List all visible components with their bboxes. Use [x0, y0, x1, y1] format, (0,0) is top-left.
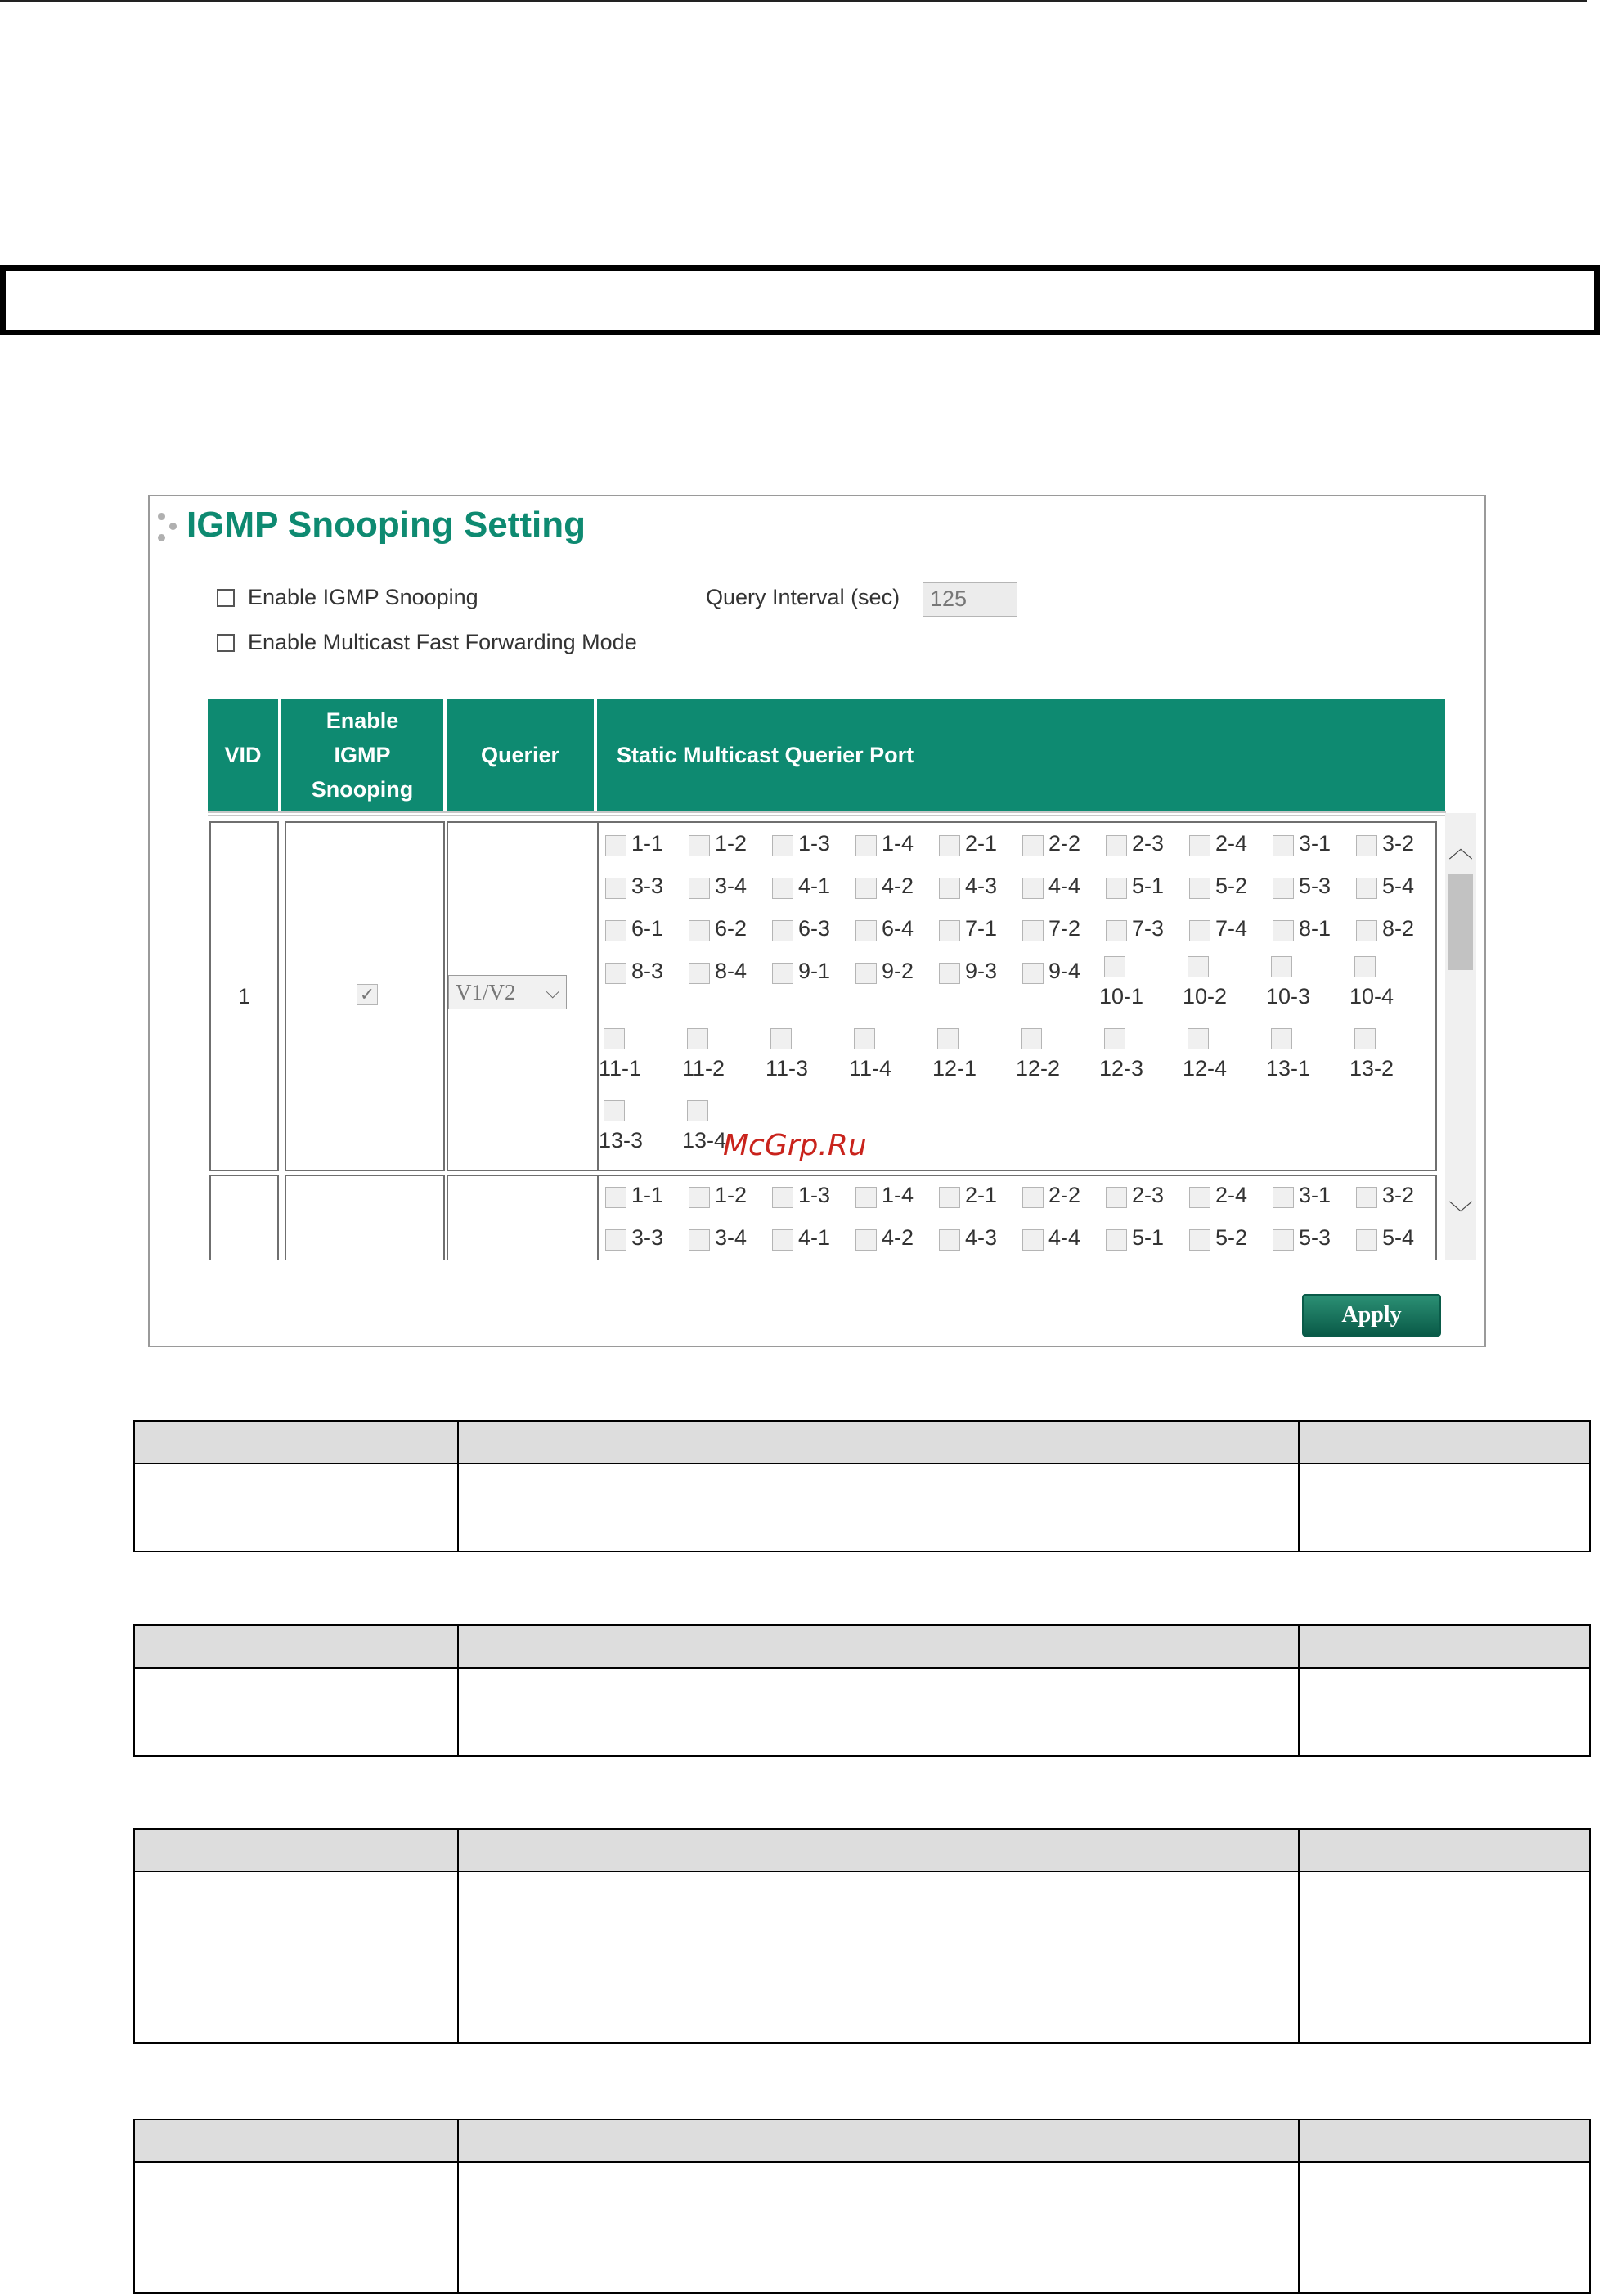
- port-checkbox-1-2[interactable]: [689, 1187, 710, 1208]
- port-checkbox-3-3[interactable]: [605, 1229, 626, 1251]
- header-static-multicast-querier-port: Static Multicast Querier Port: [597, 699, 1445, 811]
- header-divider: [443, 699, 447, 811]
- port-label: 1-3: [798, 1183, 831, 1207]
- port-checkbox-11-1[interactable]: [604, 1028, 625, 1049]
- port-label: 3-3: [631, 1225, 664, 1250]
- port-label: 11-3: [766, 1056, 809, 1081]
- port-checkbox-11-4[interactable]: [854, 1028, 875, 1049]
- port-checkbox-10-4[interactable]: [1354, 956, 1376, 977]
- port-checkbox-5-1[interactable]: [1106, 1229, 1127, 1251]
- port-checkbox-10-1[interactable]: [1104, 956, 1125, 977]
- port-checkbox-4-1[interactable]: [772, 878, 793, 899]
- port-checkbox-3-3[interactable]: [605, 878, 626, 899]
- port-label: 3-4: [715, 1225, 748, 1250]
- port-label: 2-3: [1132, 1183, 1165, 1207]
- port-label: 9-3: [965, 959, 998, 983]
- query-interval-input[interactable]: 125: [923, 582, 1017, 617]
- port-checkbox-6-4[interactable]: [855, 920, 877, 941]
- port-checkbox-1-4[interactable]: [855, 835, 877, 856]
- description-table: [133, 2119, 1591, 2294]
- port-checkbox-4-2[interactable]: [855, 1229, 877, 1251]
- port-label: 2-2: [1048, 1183, 1081, 1207]
- port-checkbox-9-3[interactable]: [939, 963, 960, 984]
- querier-cell: [447, 1175, 600, 1260]
- port-label: 4-2: [882, 1225, 914, 1250]
- port-checkbox-2-2[interactable]: [1022, 835, 1044, 856]
- enable-fast-forwarding-checkbox[interactable]: [217, 634, 235, 652]
- port-label: 11-1: [599, 1056, 642, 1081]
- port-label: 5-2: [1215, 874, 1248, 898]
- port-label: 2-1: [965, 831, 998, 856]
- port-checkbox-5-3[interactable]: [1273, 878, 1294, 899]
- enable-igmp-snooping-option[interactable]: [217, 585, 478, 610]
- port-checkbox-5-2[interactable]: [1189, 1229, 1210, 1251]
- port-checkbox-4-3[interactable]: [939, 1229, 960, 1251]
- port-checkbox-5-4[interactable]: [1356, 1229, 1377, 1251]
- port-label: 2-3: [1132, 831, 1165, 856]
- header-enable-line2: IGMP: [334, 743, 391, 767]
- port-label: 5-1: [1132, 874, 1165, 898]
- port-checkbox-8-2[interactable]: [1356, 920, 1377, 941]
- port-label: 6-1: [631, 916, 664, 941]
- port-checkbox-1-4[interactable]: [855, 1187, 877, 1208]
- port-checkbox-11-3[interactable]: [770, 1028, 792, 1049]
- port-checkbox-6-2[interactable]: [689, 920, 710, 941]
- port-checkbox-7-1[interactable]: [939, 920, 960, 941]
- port-checkbox-5-3[interactable]: [1273, 1229, 1294, 1251]
- table-header-row: [134, 1829, 1590, 1871]
- port-label: 3-2: [1382, 1183, 1415, 1207]
- port-label: 13-2: [1349, 1056, 1394, 1081]
- port-checkbox-13-2[interactable]: [1354, 1028, 1376, 1049]
- port-checkbox-6-3[interactable]: [772, 920, 793, 941]
- chevron-down-icon: ⌵: [546, 982, 559, 1003]
- port-checkbox-3-1[interactable]: [1273, 1187, 1294, 1208]
- port-label: 1-2: [715, 831, 748, 856]
- port-label: 5-4: [1382, 1225, 1415, 1250]
- port-label: 12-1: [932, 1056, 977, 1081]
- port-checkbox-3-4[interactable]: [689, 1229, 710, 1251]
- port-label: 4-3: [965, 1225, 998, 1250]
- port-label: 6-2: [715, 916, 748, 941]
- port-label: 5-2: [1215, 1225, 1248, 1250]
- port-checkbox-13-1[interactable]: [1271, 1028, 1292, 1049]
- header-divider: [278, 699, 281, 811]
- port-checkbox-1-2[interactable]: [689, 835, 710, 856]
- port-label: 12-4: [1183, 1056, 1228, 1081]
- port-label: 2-4: [1215, 831, 1248, 856]
- port-checkbox-1-1[interactable]: [605, 835, 626, 856]
- chevron-down-icon[interactable]: ﹀: [1448, 1201, 1473, 1228]
- port-label: 3-3: [631, 874, 664, 898]
- port-label: 3-4: [715, 874, 748, 898]
- port-checkbox-5-4[interactable]: [1356, 878, 1377, 899]
- table-header-row: [134, 2119, 1590, 2162]
- port-checkbox-10-2[interactable]: [1188, 956, 1209, 977]
- port-label: 7-3: [1132, 916, 1165, 941]
- port-checkbox-9-2[interactable]: [855, 963, 877, 984]
- port-checkbox-1-1[interactable]: [605, 1187, 626, 1208]
- port-label: 5-4: [1382, 874, 1415, 898]
- port-label: 10-1: [1099, 984, 1144, 1009]
- table-row: [134, 1463, 1590, 1552]
- header-enable-line3: Snooping: [311, 777, 414, 802]
- table-row: [134, 1871, 1590, 2043]
- port-checkbox-3-1[interactable]: [1273, 835, 1294, 856]
- port-label: 13-4: [682, 1128, 727, 1152]
- port-label: 13-3: [599, 1128, 644, 1152]
- port-checkbox-13-3[interactable]: [604, 1100, 625, 1121]
- port-checkbox-8-4[interactable]: [689, 963, 710, 984]
- table-header-row: [134, 1625, 1590, 1668]
- port-label: 3-1: [1299, 831, 1331, 856]
- port-checkbox-12-2[interactable]: [1021, 1028, 1042, 1049]
- port-checkbox-2-3[interactable]: [1106, 835, 1127, 856]
- query-interval-label: Query Interval (sec): [706, 585, 900, 609]
- header-enable-igmp-snooping: [281, 699, 443, 811]
- port-label: 9-4: [1048, 959, 1081, 983]
- port-checkbox-12-4[interactable]: [1188, 1028, 1209, 1049]
- querier-value: V1/V2: [456, 979, 516, 1004]
- port-label: 7-2: [1048, 916, 1081, 941]
- chevron-up-icon[interactable]: ︿: [1448, 836, 1473, 863]
- port-checkbox-2-2[interactable]: [1022, 1187, 1044, 1208]
- port-label: 4-1: [798, 874, 831, 898]
- port-label: 10-4: [1349, 984, 1394, 1009]
- enable-igmp-snooping-checkbox[interactable]: [217, 589, 235, 607]
- port-checkbox-13-4[interactable]: [687, 1100, 708, 1121]
- port-label: 1-1: [631, 831, 664, 856]
- port-checkbox-8-1[interactable]: [1273, 920, 1294, 941]
- header-enable-line1: Enable: [326, 708, 399, 733]
- port-label: 2-1: [965, 1183, 998, 1207]
- scrollbar-thumb[interactable]: [1448, 874, 1473, 970]
- description-table: [133, 1828, 1591, 2044]
- port-checkbox-3-2[interactable]: [1356, 835, 1377, 856]
- port-label: 4-1: [798, 1225, 831, 1250]
- port-label: 1-4: [882, 1183, 914, 1207]
- port-label: 13-1: [1266, 1056, 1311, 1081]
- static-port-cell: [597, 821, 1437, 1171]
- port-label: 5-3: [1299, 874, 1331, 898]
- port-label: 4-3: [965, 874, 998, 898]
- port-checkbox-2-3[interactable]: [1106, 1187, 1127, 1208]
- port-checkbox-2-4[interactable]: [1189, 835, 1210, 856]
- port-label: 7-4: [1215, 916, 1248, 941]
- port-label: 9-1: [798, 959, 831, 983]
- vid-cell: [209, 1175, 279, 1260]
- querier-select[interactable]: [448, 975, 567, 1009]
- port-label: 1-2: [715, 1183, 748, 1207]
- apply-button[interactable]: Apply: [1302, 1294, 1441, 1337]
- port-label: 2-4: [1215, 1183, 1248, 1207]
- port-checkbox-10-3[interactable]: [1271, 956, 1292, 977]
- port-label: 10-2: [1183, 984, 1228, 1009]
- header-vid: VID: [208, 699, 278, 811]
- page-top-rule: [0, 0, 1587, 2]
- static-port-cell: [597, 1175, 1437, 1260]
- port-checkbox-8-3[interactable]: [605, 963, 626, 984]
- description-table: [133, 1420, 1591, 1552]
- enable-igmp-snooping-label: Enable IGMP Snooping: [248, 585, 478, 609]
- header-divider: [594, 699, 597, 811]
- port-checkbox-4-2[interactable]: [855, 878, 877, 899]
- port-checkbox-5-2[interactable]: [1189, 878, 1210, 899]
- port-label: 4-4: [1048, 874, 1081, 898]
- port-label: 1-4: [882, 831, 914, 856]
- port-checkbox-12-1[interactable]: [937, 1028, 959, 1049]
- port-label: 9-2: [882, 959, 914, 983]
- table-header-row: [134, 1421, 1590, 1463]
- port-label: 3-1: [1299, 1183, 1331, 1207]
- port-checkbox-11-2[interactable]: [687, 1028, 708, 1049]
- port-checkbox-5-1[interactable]: [1106, 878, 1127, 899]
- vid-cell: [209, 821, 279, 1171]
- port-label: 7-1: [965, 916, 998, 941]
- port-label: 6-4: [882, 916, 914, 941]
- port-checkbox-3-2[interactable]: [1356, 1187, 1377, 1208]
- port-label: 11-2: [682, 1056, 725, 1081]
- port-label: 8-4: [715, 959, 748, 983]
- port-label: 8-1: [1299, 916, 1331, 941]
- port-label: 6-3: [798, 916, 831, 941]
- port-checkbox-9-4[interactable]: [1022, 963, 1044, 984]
- port-label: 4-4: [1048, 1225, 1081, 1250]
- port-checkbox-7-4[interactable]: [1189, 920, 1210, 941]
- port-checkbox-4-4[interactable]: [1022, 1229, 1044, 1251]
- port-checkbox-3-4[interactable]: [689, 878, 710, 899]
- port-label: 8-2: [1382, 916, 1415, 941]
- port-label: 5-1: [1132, 1225, 1165, 1250]
- port-label: 1-3: [798, 831, 831, 856]
- watermark: McGrp.Ru: [723, 1129, 867, 1162]
- igmp-snooping-screenshot: [148, 495, 1486, 1347]
- port-label: 12-2: [1016, 1056, 1061, 1081]
- port-label: 5-3: [1299, 1225, 1331, 1250]
- header-querier: Querier: [447, 699, 594, 811]
- port-checkbox-12-3[interactable]: [1104, 1028, 1125, 1049]
- port-checkbox-4-1[interactable]: [772, 1229, 793, 1251]
- port-label: 8-3: [631, 959, 664, 983]
- port-label: 12-3: [1099, 1056, 1144, 1081]
- snooping-cell: [285, 1175, 445, 1260]
- port-checkbox-6-1[interactable]: [605, 920, 626, 941]
- port-label: 3-2: [1382, 831, 1415, 856]
- port-checkbox-9-1[interactable]: [772, 963, 793, 984]
- port-checkbox-1-3[interactable]: [772, 835, 793, 856]
- port-label: 2-2: [1048, 831, 1081, 856]
- vlan-snooping-checkbox[interactable]: ✓: [357, 984, 378, 1005]
- port-label: 11-4: [849, 1056, 892, 1081]
- vid-value: 1: [237, 983, 251, 1009]
- port-checkbox-4-3[interactable]: [939, 878, 960, 899]
- header-underline: [208, 811, 1446, 816]
- description-table: [133, 1624, 1591, 1757]
- port-checkbox-2-4[interactable]: [1189, 1187, 1210, 1208]
- enable-fast-forwarding-label: Enable Multicast Fast Forwarding Mode: [248, 630, 637, 654]
- section-heading-box: [0, 265, 1600, 335]
- port-checkbox-4-4[interactable]: [1022, 878, 1044, 899]
- table-row: [134, 1668, 1590, 1756]
- table-row: [134, 2162, 1590, 2293]
- title-dots-icon: [158, 513, 184, 550]
- port-label: 10-3: [1266, 984, 1311, 1009]
- snooping-cell: [285, 821, 445, 1171]
- port-checkbox-7-2[interactable]: [1022, 920, 1044, 941]
- enable-fast-forwarding-option[interactable]: [217, 630, 637, 655]
- port-checkbox-2-1[interactable]: [939, 1187, 960, 1208]
- port-checkbox-2-1[interactable]: [939, 835, 960, 856]
- port-label: 1-1: [631, 1183, 664, 1207]
- port-label: 4-2: [882, 874, 914, 898]
- port-checkbox-7-3[interactable]: [1106, 920, 1127, 941]
- port-checkbox-1-3[interactable]: [772, 1187, 793, 1208]
- page-title: IGMP Snooping Setting: [186, 505, 586, 545]
